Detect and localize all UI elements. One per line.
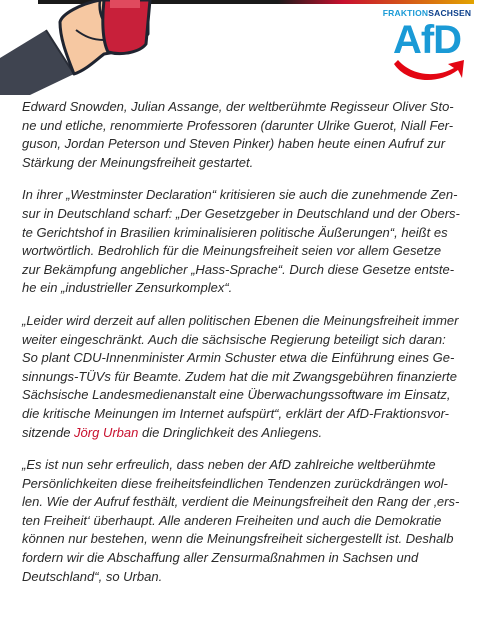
text-line: sitzende [22, 424, 75, 440]
article-paragraph-3 [22, 312, 474, 442]
logo-caption-sachsen: SACHSEN [428, 8, 472, 18]
article-paragraph-2 [22, 186, 474, 298]
logo-arrow-icon [392, 56, 464, 86]
text-line: zur Bekämpfung angeblicher „Hass-Sprache“. Durch diese Gesetze entste- [22, 261, 455, 277]
article-paragraph-1 [22, 98, 474, 172]
article-header-image [0, 0, 491, 100]
text-line: die kritische Meinungen im Internet aufspürt“, erklärt der AfD-Fraktionsvor- [22, 405, 450, 421]
text-line: Sächsische Landesmedienanstalt eine Überwachungssoftware im Einsatz, [22, 387, 451, 403]
text-line: Persönlichkeiten diese freiheitsfeindlichen Tendenzen zurückdrängen wol- [22, 475, 448, 491]
text-line: te Gerichtshof in Brasilien kriminalisieren politische Äußerungen“, heißt es [22, 224, 448, 240]
text-line: guson, Jordan Peterson und Steven Pinker) haben heute einen Aufruf zur [22, 136, 446, 152]
text-line: he ein „industrieller Zensurkomplex“. [22, 280, 233, 296]
logo-wordmark: AfD [392, 18, 462, 62]
text-line: die Dringlichkeit des Anliegens. [138, 424, 323, 440]
text-line: Edward Snowden, Julian Assange, der weltberühmte Regisseur Oliver Sto- [22, 99, 454, 114]
text-line: sur in Deutschland scharf: „Der Gesetzgeber in Deutschland und der Obers- [22, 205, 460, 221]
text-line: fordern wir die Abschaffung aller Zensurmaßnahmen in Sachsen und [22, 550, 419, 566]
logo-caption-fraktion: FRAKTION [382, 8, 429, 18]
text-line: So plant CDU-Innenminister Armin Schuster etwa die Einführung eines Ge- [22, 350, 455, 366]
text-line: weiter eingeschränkt. Auch die sächsische Regierung beteiligt sich daran: [22, 331, 446, 347]
text-line: In ihrer „Westminster Declaration“ kritisieren sie auch die zunehmende Zen- [22, 187, 458, 203]
logo-caption [380, 8, 474, 18]
text-line: Stärkung der Meinungsfreiheit gestartet. [22, 154, 254, 170]
text-line: „Leider wird derzeit auf allen politischen Ebenen die Meinungsfreiheit immer [22, 312, 459, 328]
raised-fist-icon [0, 0, 200, 95]
text-line: ne und etliche, renommierte Professoren (darunter Ulrike Guerot, Niall Fer- [22, 117, 454, 133]
afd-fraktion-sachsen-logo[interactable] [380, 8, 474, 90]
text-line: sinnungs-TÜVs für Beamte. Zudem hat die mit Zwangsgebühren finanzierte [22, 368, 457, 384]
text-line: len. Wie der Aufruf festhält, verdient die Meinungsfreiheit den Rang der ‚ers- [22, 494, 460, 510]
text-line: Deutschland“, so Urban. [22, 568, 163, 584]
person-link-joerg-urban[interactable]: Jörg Urban [74, 424, 139, 440]
text-line: „Es ist nun sehr erfreulich, dass neben der AfD zahlreiche weltberühmte [22, 457, 436, 473]
article-paragraph-4 [22, 456, 474, 586]
text-line: können nur bestehen, wenn die Meinungsfreiheit sichergestellt ist. Deshalb [22, 531, 454, 547]
text-line: wortwörtlich. Bedrohlich für die Meinungsfreiheit seien vor allem Gesetze [22, 243, 442, 259]
article-body [22, 98, 474, 600]
text-line: ten Freiheit‘ überhaupt. Alle anderen Freiheiten und auch die Demokratie [22, 512, 442, 528]
